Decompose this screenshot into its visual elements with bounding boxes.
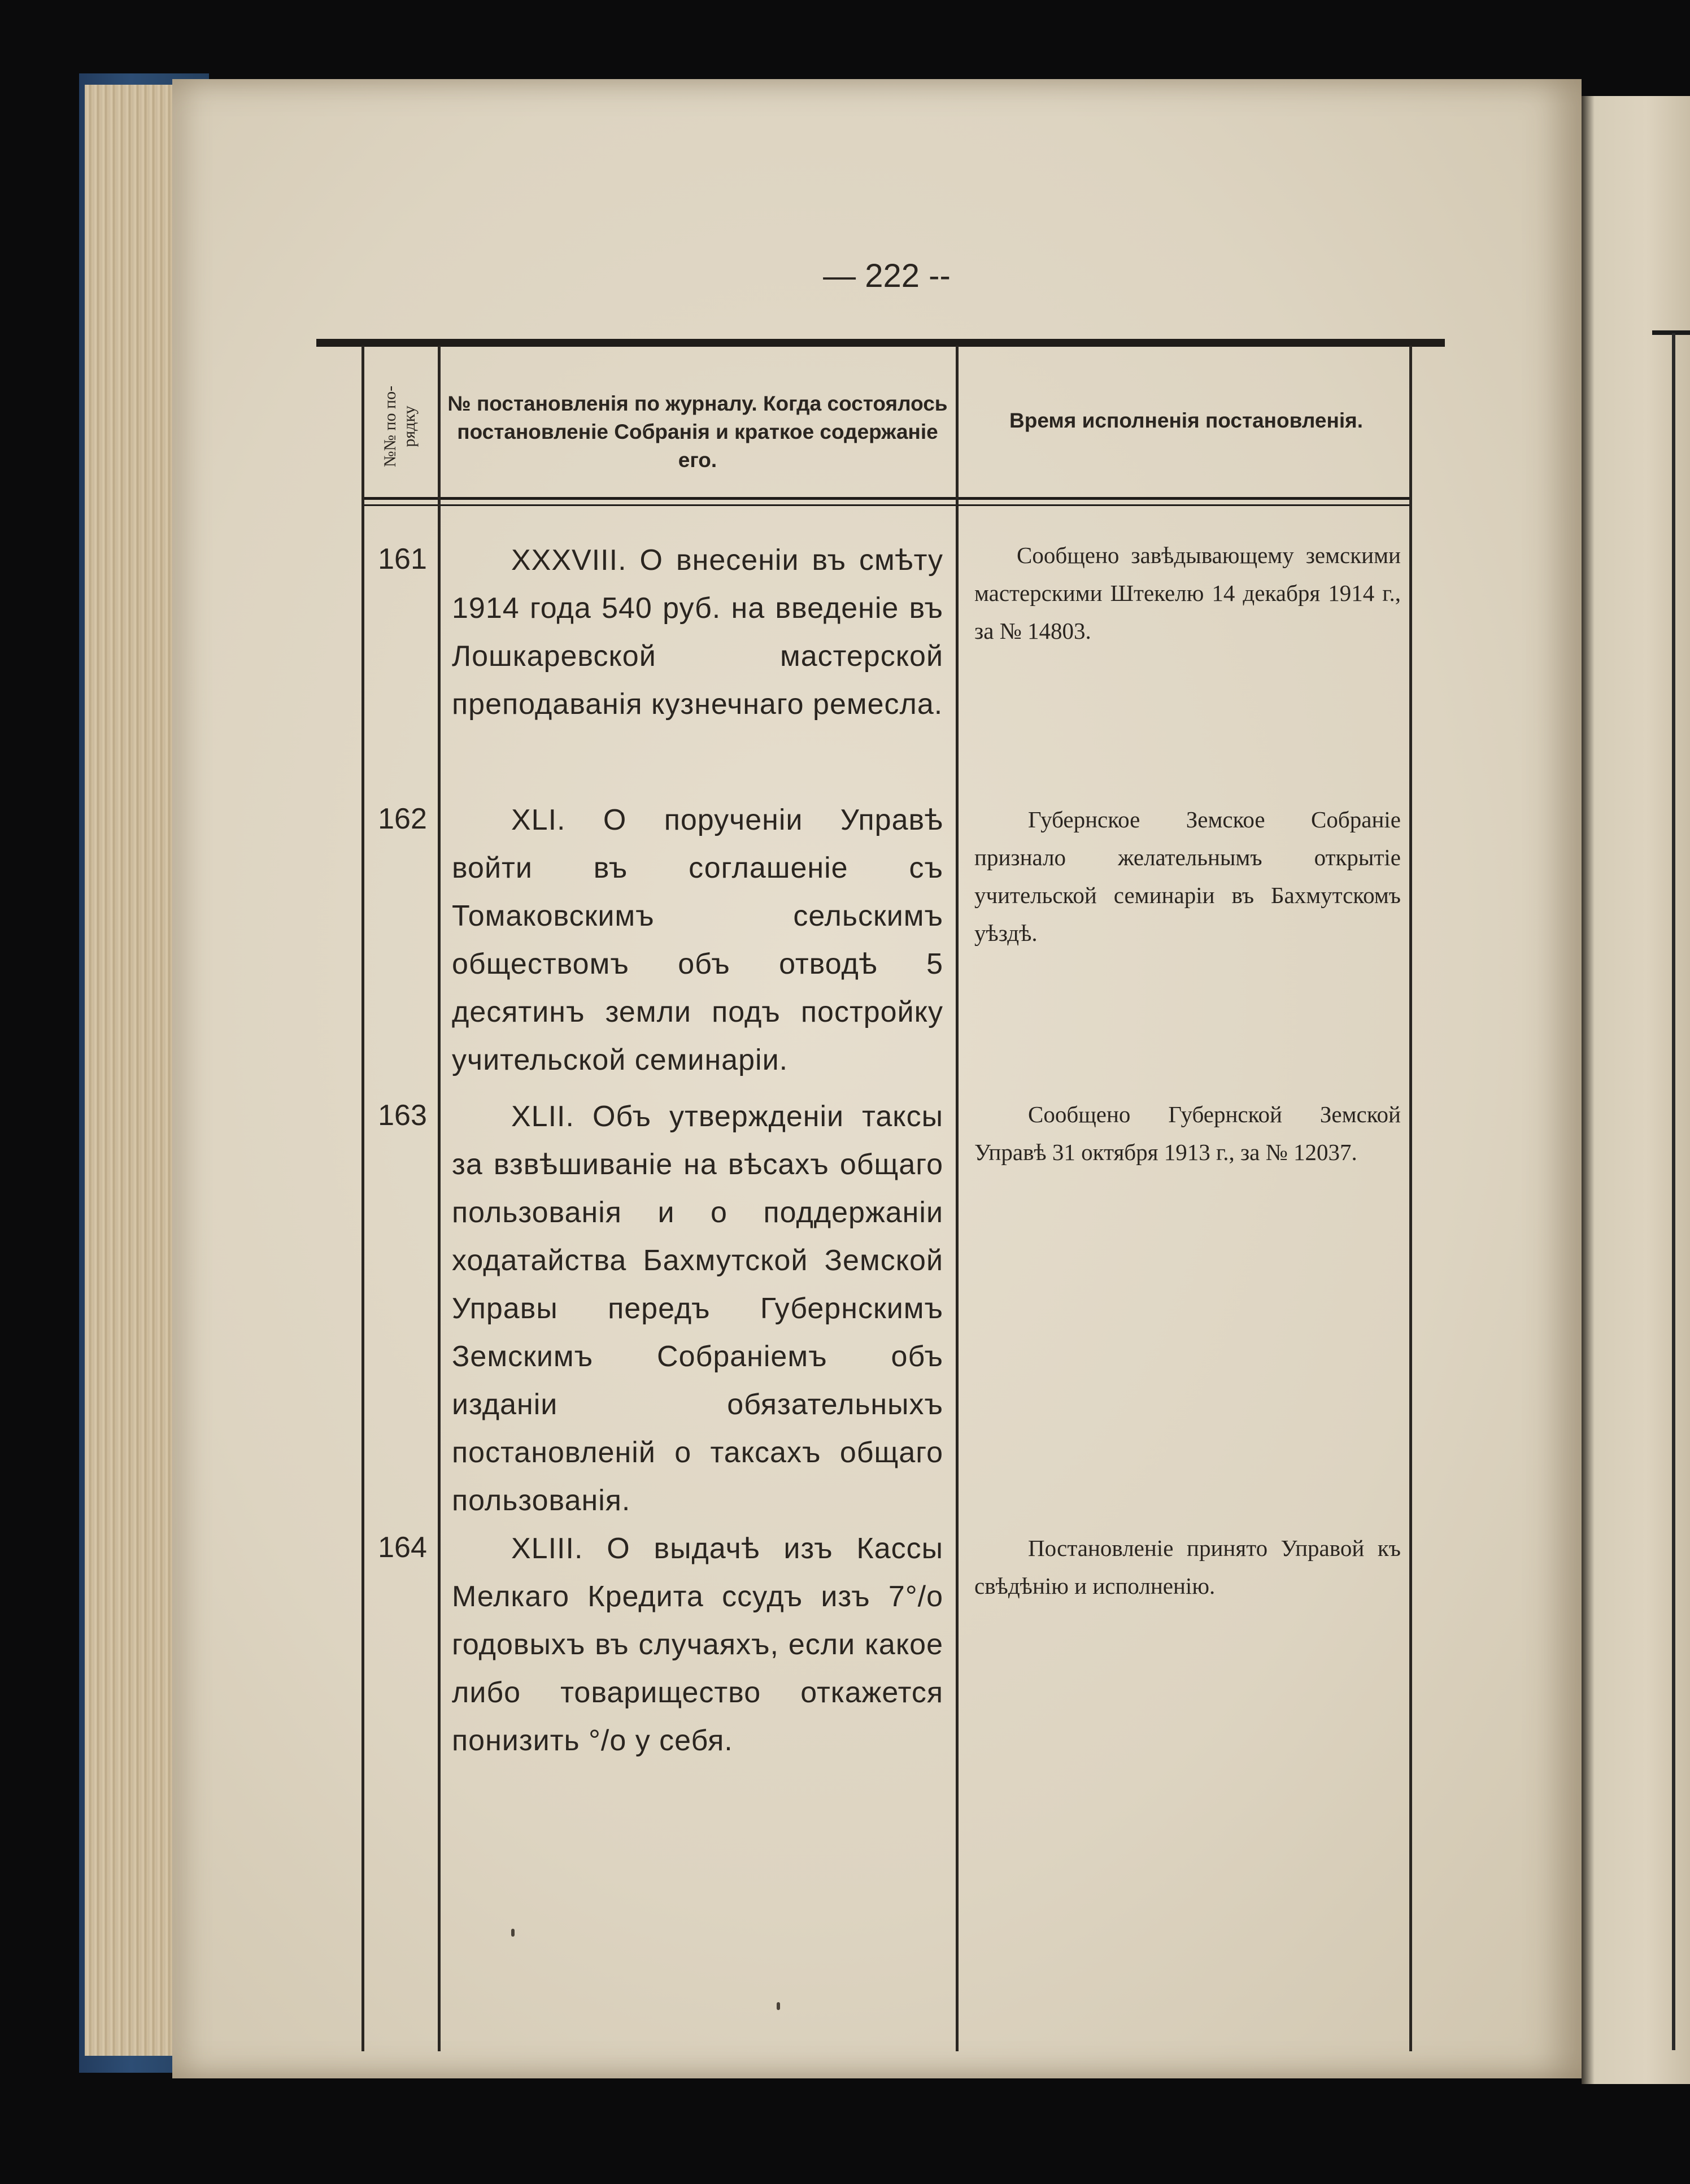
column-line — [361, 346, 364, 2051]
row-execution: Губернское Земское Собраніе признало желательнымъ открытіе учительской семинаріи въ Бахмутскомъ уѣздѣ. — [974, 807, 1401, 946]
page-number: — 222 -- — [823, 258, 951, 294]
column-line — [956, 346, 959, 2051]
row-number: 163 — [378, 1099, 427, 1132]
row-decision: XLI. О порученіи Управѣ войти въ соглашеніе съ Томаковскимъ сельскимъ обществомъ объ отводѣ 5 десятинъ земли подъ постройку учительской семинаріи. — [452, 804, 943, 1076]
row-decision: XXXVIII. О внесеніи въ смѣту 1914 года 540 руб. на введеніе въ Лошкаревской мастерской преподаванія кузнечнаго ремесла. — [452, 544, 943, 721]
column-line — [1409, 346, 1412, 2051]
ink-speck — [511, 1929, 515, 1937]
header-decision: № постановленія по журналу. Когда состоялось постановленіе Собранія и краткое содержаніе его. — [447, 392, 948, 472]
header-rule — [361, 497, 1409, 500]
header-rule-secondary — [361, 504, 1409, 506]
next-page-column-line — [1672, 333, 1675, 2050]
row-number: 162 — [378, 803, 427, 835]
header-number-cell — [361, 356, 438, 497]
ink-speck — [777, 2002, 780, 2010]
row-decision: XLII. Объ утвержденіи таксы за взвѣшиваніе на вѣсахъ общаго пользованія и о поддержаніи ходатайства Бахмутской Земской Управы передъ Губернскимъ Земскимъ Собраніемъ объ изданіи обязательныхъ постановленій о таксахъ общаго пользованія. — [452, 1100, 943, 1517]
row-execution: Сообщено Губернской Земской Управѣ 31 октября 1913 г., за № 12037. — [974, 1101, 1401, 1165]
header-number: №№ по по- рядку — [381, 385, 419, 468]
column-line — [438, 346, 441, 2051]
next-page-rule — [1652, 330, 1690, 335]
row-execution: Постановленіе принято Управой къ свѣдѣнію и исполненію. — [974, 1535, 1401, 1599]
row-number: 164 — [378, 1531, 427, 1564]
row-number: 161 — [378, 543, 427, 576]
row-execution: Сообщено завѣдывающему земскими мастерскими Штекелю 14 декабря 1914 г., за № 14803. — [974, 542, 1401, 644]
header-execution: Время исполненія постановленія. — [1009, 409, 1363, 432]
table-top-rule — [316, 339, 1445, 347]
row-decision: XLIII. О выдачѣ изъ Кассы Мелкаго Кредита ссудъ изъ 7°/o годовыхъ въ случаяхъ, если какое либо товарищество откажется понизить °/o у себя. — [452, 1532, 943, 1757]
